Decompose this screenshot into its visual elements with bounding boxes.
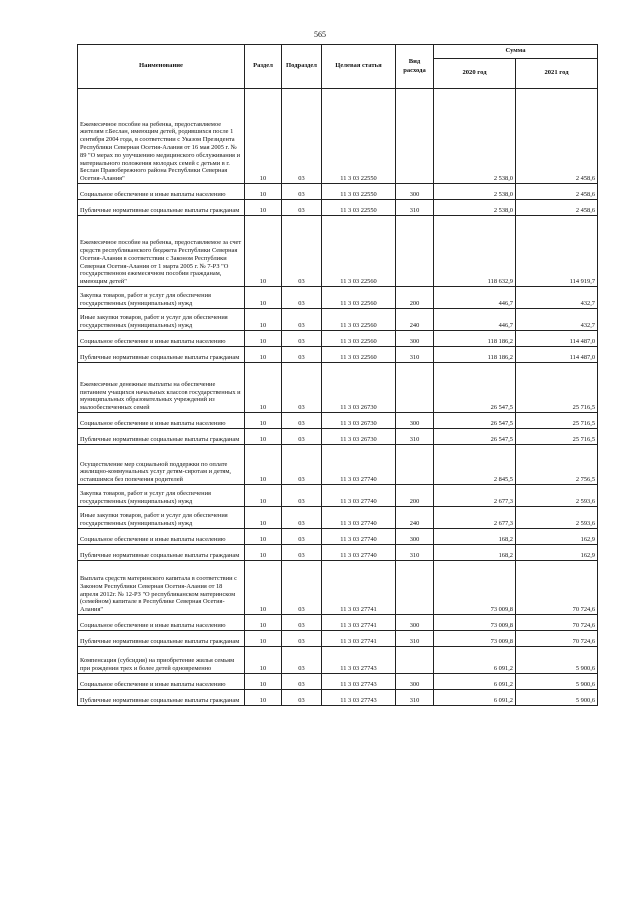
row-target: 11 3 03 27740 — [322, 507, 396, 529]
row-value-2021: 2 458,6 — [516, 184, 598, 200]
row-podrazdel: 03 — [282, 674, 322, 690]
row-name: Закупка товаров, работ и услуг для обеспечения государственных (муниципальных) нужд — [78, 485, 245, 507]
row-value-2020: 2 538,0 — [434, 184, 516, 200]
row-razdel: 10 — [245, 331, 282, 347]
row-target: 11 3 03 22560 — [322, 216, 396, 287]
header-name: Наименование — [78, 45, 245, 89]
row-razdel: 10 — [245, 615, 282, 631]
row-value-2021: 5 900,6 — [516, 674, 598, 690]
table-row — [78, 674, 598, 690]
row-vid: 310 — [396, 545, 434, 561]
table-row — [78, 200, 598, 216]
row-vid — [396, 216, 434, 287]
table-row — [78, 89, 598, 184]
header-podrazdel: Подраздел — [282, 45, 322, 89]
row-vid: 300 — [396, 529, 434, 545]
row-value-2020: 2 845,5 — [434, 445, 516, 485]
row-value-2021: 2 593,6 — [516, 507, 598, 529]
row-target: 11 3 03 27740 — [322, 529, 396, 545]
row-vid: 310 — [396, 200, 434, 216]
row-razdel: 10 — [245, 89, 282, 184]
row-value-2021: 25 716,5 — [516, 429, 598, 445]
row-value-2020: 2 677,3 — [434, 507, 516, 529]
row-value-2021: 162,9 — [516, 545, 598, 561]
row-podrazdel: 03 — [282, 309, 322, 331]
row-target: 11 3 03 27741 — [322, 615, 396, 631]
row-value-2020: 446,7 — [434, 309, 516, 331]
table-row — [78, 287, 598, 309]
row-vid — [396, 89, 434, 184]
row-vid: 310 — [396, 429, 434, 445]
row-podrazdel: 03 — [282, 647, 322, 674]
row-value-2021: 114 487,0 — [516, 347, 598, 363]
table-row — [78, 485, 598, 507]
row-value-2020: 118 186,2 — [434, 347, 516, 363]
row-vid: 300 — [396, 184, 434, 200]
budget-table — [77, 44, 598, 706]
row-podrazdel: 03 — [282, 445, 322, 485]
header-razdel: Раздел — [245, 45, 282, 89]
row-vid: 310 — [396, 631, 434, 647]
row-podrazdel: 03 — [282, 429, 322, 445]
row-razdel: 10 — [245, 690, 282, 706]
row-value-2021: 114 919,7 — [516, 216, 598, 287]
row-target: 11 3 03 27740 — [322, 485, 396, 507]
table-row — [78, 561, 598, 615]
row-value-2020: 73 009,8 — [434, 631, 516, 647]
row-value-2021: 5 900,6 — [516, 647, 598, 674]
row-value-2020: 446,7 — [434, 287, 516, 309]
table-row — [78, 445, 598, 485]
row-name: Закупка товаров, работ и услуг для обеспечения государственных (муниципальных) нужд — [78, 287, 245, 309]
row-target: 11 3 03 22560 — [322, 287, 396, 309]
table-row — [78, 184, 598, 200]
row-name: Социальное обеспечение и иные выплаты населению — [78, 674, 245, 690]
table-row — [78, 429, 598, 445]
table-row — [78, 631, 598, 647]
table-row — [78, 216, 598, 287]
row-podrazdel: 03 — [282, 507, 322, 529]
row-target: 11 3 03 22550 — [322, 200, 396, 216]
row-value-2021: 2 458,6 — [516, 200, 598, 216]
row-target: 11 3 03 26730 — [322, 413, 396, 429]
table-row — [78, 507, 598, 529]
row-value-2021: 432,7 — [516, 287, 598, 309]
row-name: Ежемесячное пособие на ребенка, предоставляемое за счет средств республиканского бюджета Республики Северная Осетия-Алания в соответствии с Законом Республики Северная Осетия-Алания от 1 марта 2005 г. № 7-РЗ "О государственном ежемесячном пособии гражданам, имеющим детей" — [78, 216, 245, 287]
row-razdel: 10 — [245, 674, 282, 690]
row-value-2021: 25 716,5 — [516, 363, 598, 413]
table-row — [78, 347, 598, 363]
row-podrazdel: 03 — [282, 89, 322, 184]
row-value-2021: 70 724,6 — [516, 561, 598, 615]
header-vid: Вид расхода — [396, 45, 434, 89]
table-row — [78, 529, 598, 545]
row-name: Публичные нормативные социальные выплаты гражданам — [78, 200, 245, 216]
row-target: 11 3 03 22560 — [322, 331, 396, 347]
row-razdel: 10 — [245, 429, 282, 445]
row-value-2020: 26 547,5 — [434, 429, 516, 445]
row-target: 11 3 03 27741 — [322, 631, 396, 647]
row-name: Социальное обеспечение и иные выплаты населению — [78, 184, 245, 200]
row-target: 11 3 03 27740 — [322, 545, 396, 561]
row-value-2020: 73 009,8 — [434, 561, 516, 615]
row-value-2020: 168,2 — [434, 545, 516, 561]
row-vid: 300 — [396, 615, 434, 631]
row-value-2021: 2 458,6 — [516, 89, 598, 184]
row-target: 11 3 03 27743 — [322, 674, 396, 690]
row-podrazdel: 03 — [282, 331, 322, 347]
row-target: 11 3 03 26730 — [322, 363, 396, 413]
table-row — [78, 309, 598, 331]
row-razdel: 10 — [245, 485, 282, 507]
row-vid: 300 — [396, 674, 434, 690]
row-name: Ежемесячное пособие на ребенка, предоставляемое жителям г.Беслан, имеющим детей, родившихся после 1 сентября 2004 года, в соответствии с Указом Президента Республики Северная Осетия-Алания от 16 мая 2005 г. № 89 "О мерах по улучшению медицинского обслуживания и материального положения молодых семей с детьми в г. Беслан Правобережного района Республики Северная Осетия-Алания" — [78, 89, 245, 184]
row-name: Ежемесячные денежные выплаты на обеспечение питанием учащихся начальных классов государственных и муниципальных образовательных учреждений из малообеспеченных семей — [78, 363, 245, 413]
table-body — [78, 89, 598, 706]
row-target: 11 3 03 26730 — [322, 429, 396, 445]
row-name: Иные закупки товаров, работ и услуг для обеспечения государственных (муниципальных) нужд — [78, 309, 245, 331]
row-value-2020: 73 009,8 — [434, 615, 516, 631]
table-row — [78, 363, 598, 413]
row-podrazdel: 03 — [282, 529, 322, 545]
row-razdel: 10 — [245, 561, 282, 615]
row-podrazdel: 03 — [282, 690, 322, 706]
row-podrazdel: 03 — [282, 363, 322, 413]
row-value-2020: 6 091,2 — [434, 647, 516, 674]
table-header — [78, 45, 598, 89]
row-name: Социальное обеспечение и иные выплаты населению — [78, 615, 245, 631]
table-row — [78, 615, 598, 631]
row-target: 11 3 03 27741 — [322, 561, 396, 615]
header-2020: 2020 год — [434, 59, 516, 89]
row-value-2020: 6 091,2 — [434, 674, 516, 690]
row-value-2020: 26 547,5 — [434, 363, 516, 413]
row-value-2021: 2 593,6 — [516, 485, 598, 507]
header-target: Целевая статья — [322, 45, 396, 89]
row-name: Осуществление мер социальной поддержки по оплате жилищно-коммунальных услуг детям-сиротам и детям, оставшимся без попечения родителей — [78, 445, 245, 485]
row-vid: 310 — [396, 347, 434, 363]
row-value-2020: 118 632,9 — [434, 216, 516, 287]
row-podrazdel: 03 — [282, 287, 322, 309]
row-target: 11 3 03 27743 — [322, 647, 396, 674]
row-podrazdel: 03 — [282, 184, 322, 200]
row-razdel: 10 — [245, 529, 282, 545]
row-podrazdel: 03 — [282, 485, 322, 507]
page-number: 565 — [314, 30, 326, 39]
row-podrazdel: 03 — [282, 347, 322, 363]
row-razdel: 10 — [245, 347, 282, 363]
table-row — [78, 690, 598, 706]
row-razdel: 10 — [245, 545, 282, 561]
row-target: 11 3 03 22560 — [322, 347, 396, 363]
row-razdel: 10 — [245, 445, 282, 485]
row-name: Публичные нормативные социальные выплаты гражданам — [78, 690, 245, 706]
row-razdel: 10 — [245, 631, 282, 647]
row-target: 11 3 03 22560 — [322, 309, 396, 331]
row-value-2020: 6 091,2 — [434, 690, 516, 706]
row-name: Публичные нормативные социальные выплаты гражданам — [78, 545, 245, 561]
row-vid — [396, 647, 434, 674]
row-razdel: 10 — [245, 413, 282, 429]
row-vid: 240 — [396, 507, 434, 529]
row-razdel: 10 — [245, 200, 282, 216]
row-name: Социальное обеспечение и иные выплаты населению — [78, 529, 245, 545]
row-razdel: 10 — [245, 184, 282, 200]
row-value-2021: 432,7 — [516, 309, 598, 331]
row-podrazdel: 03 — [282, 561, 322, 615]
row-value-2020: 118 186,2 — [434, 331, 516, 347]
row-podrazdel: 03 — [282, 615, 322, 631]
table-row — [78, 331, 598, 347]
row-vid — [396, 445, 434, 485]
row-vid — [396, 561, 434, 615]
row-value-2020: 2 538,0 — [434, 89, 516, 184]
row-vid: 200 — [396, 287, 434, 309]
row-target: 11 3 03 22550 — [322, 89, 396, 184]
header-2021: 2021 год — [516, 59, 598, 89]
header-sum: Сумма — [434, 45, 598, 59]
row-podrazdel: 03 — [282, 200, 322, 216]
row-podrazdel: 03 — [282, 216, 322, 287]
row-value-2021: 25 716,5 — [516, 413, 598, 429]
row-target: 11 3 03 27743 — [322, 690, 396, 706]
row-value-2020: 2 538,0 — [434, 200, 516, 216]
row-razdel: 10 — [245, 507, 282, 529]
row-value-2021: 114 487,0 — [516, 331, 598, 347]
row-value-2021: 162,9 — [516, 529, 598, 545]
row-name: Иные закупки товаров, работ и услуг для обеспечения государственных (муниципальных) нужд — [78, 507, 245, 529]
row-razdel: 10 — [245, 363, 282, 413]
row-name: Компенсация (субсидия) на приобретение жилья семьям при рождении трех и более детей одновременно — [78, 647, 245, 674]
row-vid: 300 — [396, 331, 434, 347]
row-vid: 300 — [396, 413, 434, 429]
row-podrazdel: 03 — [282, 413, 322, 429]
row-name: Социальное обеспечение и иные выплаты населению — [78, 331, 245, 347]
row-target: 11 3 03 22550 — [322, 184, 396, 200]
row-name: Публичные нормативные социальные выплаты гражданам — [78, 429, 245, 445]
table-row — [78, 647, 598, 674]
row-value-2021: 70 724,6 — [516, 615, 598, 631]
row-target: 11 3 03 27740 — [322, 445, 396, 485]
row-vid: 310 — [396, 690, 434, 706]
row-value-2020: 26 547,5 — [434, 413, 516, 429]
row-name: Социальное обеспечение и иные выплаты населению — [78, 413, 245, 429]
row-value-2020: 168,2 — [434, 529, 516, 545]
row-value-2021: 70 724,6 — [516, 631, 598, 647]
row-value-2021: 5 900,6 — [516, 690, 598, 706]
row-value-2020: 2 677,3 — [434, 485, 516, 507]
row-podrazdel: 03 — [282, 545, 322, 561]
row-podrazdel: 03 — [282, 631, 322, 647]
row-vid: 200 — [396, 485, 434, 507]
table-row — [78, 545, 598, 561]
row-razdel: 10 — [245, 647, 282, 674]
row-name: Публичные нормативные социальные выплаты гражданам — [78, 347, 245, 363]
row-name: Выплата средств материнского капитала в соответствии с Законом Республики Северная Осетия-Алания от 18 апреля 2012г. № 12-РЗ "О республиканском материнском (семейном) капитале в Республике Северная Осетия-Алания" — [78, 561, 245, 615]
row-name: Публичные нормативные социальные выплаты гражданам — [78, 631, 245, 647]
row-razdel: 10 — [245, 287, 282, 309]
row-vid: 240 — [396, 309, 434, 331]
row-value-2021: 2 756,5 — [516, 445, 598, 485]
row-razdel: 10 — [245, 216, 282, 287]
row-vid — [396, 363, 434, 413]
table-row — [78, 413, 598, 429]
row-razdel: 10 — [245, 309, 282, 331]
